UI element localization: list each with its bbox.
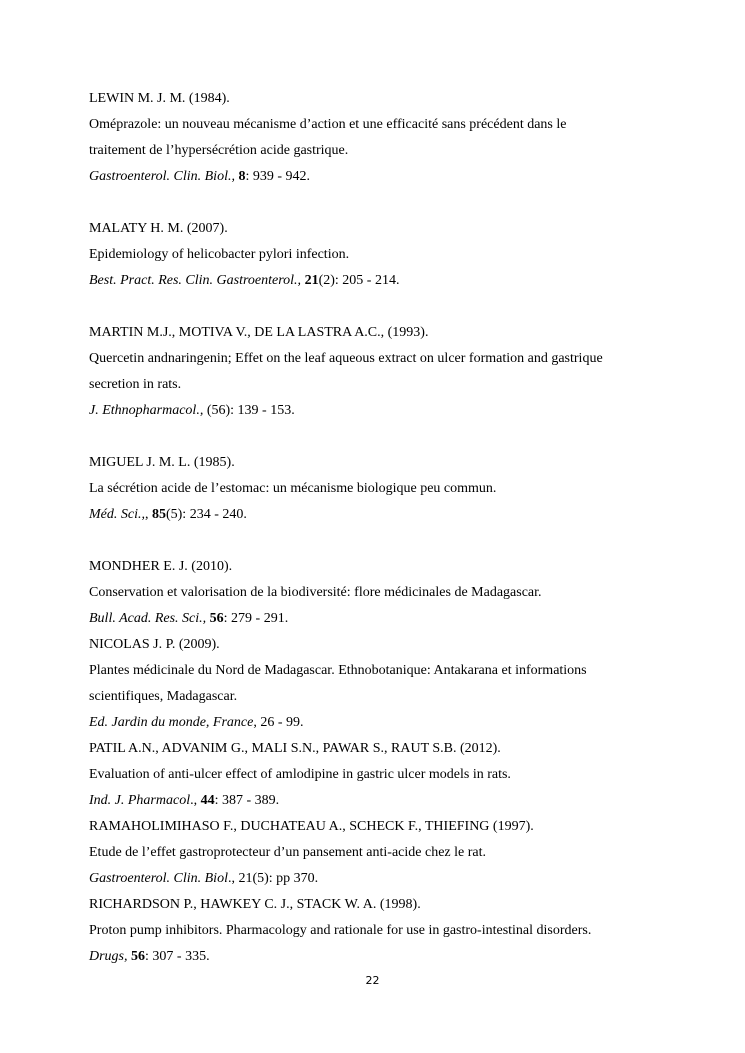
reference-source: Méd. Sci.,, 85(5): 234 - 240. (89, 507, 247, 522)
journal-details: (2): 205 - 214. (318, 273, 400, 288)
reference-entry (89, 814, 669, 892)
journal-volume: 56 (209, 611, 224, 626)
reference-entry (89, 86, 669, 190)
reference-entry (89, 554, 669, 632)
reference-title: secretion in rats. (89, 377, 182, 392)
reference-author: MALATY H. M. (2007). (89, 221, 228, 236)
reference-title: Quercetin andnaringenin; Effet on the leaf aqueous extract on ulcer formation and gastrique (89, 351, 603, 366)
reference-source: Ind. J. Pharmacol., 44: 387 - 389. (89, 793, 280, 808)
journal-details: , 26 - 99. (253, 715, 304, 730)
journal-name: Méd. Sci., (89, 507, 145, 522)
reference-title: Conservation et valorisation de la biodiversité: flore médicinales de Madagascar. (89, 585, 542, 600)
reference-entry (89, 632, 669, 736)
reference-source (89, 710, 669, 736)
reference-source (89, 164, 669, 190)
journal-name: Best. Pract. Res. Clin. Gastroenterol., (89, 273, 302, 288)
journal-details: ., 21(5): pp 370. (227, 871, 319, 886)
reference-title: Proton pump inhibitors. Pharmacology and rationale for use in gastro-intestinal disorders. (89, 923, 592, 938)
journal-name: Gastroenterol. Clin. Biol (89, 871, 228, 886)
reference-author: RICHARDSON P., HAWKEY C. J., STACK W. A. (1998). (89, 897, 421, 912)
journal-name: Drugs, (89, 949, 128, 964)
reference-source (89, 866, 669, 892)
reference-title: Epidemiology of helicobacter pylori infection. (89, 247, 350, 262)
journal-volume: 85 (151, 507, 166, 522)
journal-details: : 279 - 291. (223, 611, 289, 626)
reference-author: LEWIN M. J. M. (1984). (89, 91, 230, 106)
journal-details: : 939 - 942. (245, 169, 311, 184)
journal-volume: 8 (238, 169, 246, 184)
reference-entry (89, 450, 669, 528)
journal-name: J. Ethnopharmacol., (89, 403, 204, 418)
journal-volume: 21 (304, 273, 319, 288)
journal-name: Gastroenterol. Clin. Biol., (89, 169, 235, 184)
reference-title: Plantes médicinale du Nord de Madagascar. Ethnobotanique: Antakarana et informations (89, 663, 587, 678)
journal-name: Ind. J. Pharmacol (89, 793, 191, 808)
journal-name: Ed. Jardin du monde, France (89, 715, 254, 730)
reference-author: PATIL A.N., ADVANIM G., MALI S.N., PAWAR S., RAUT S.B. (2012). (89, 741, 501, 756)
reference-source (89, 606, 669, 632)
reference-author: MIGUEL J. M. L. (1985). (89, 455, 235, 470)
reference-title: Evaluation of anti-ulcer effect of amlodipine in gastric ulcer models in rats. (89, 767, 511, 782)
journal-details: : 307 - 335. (145, 949, 210, 964)
journal-name: Bull. Acad. Res. Sci., (89, 611, 207, 626)
journal-details: (5): 234 - 240. (165, 507, 247, 522)
reference-source (89, 268, 669, 294)
journal-volume: 44 (200, 793, 215, 808)
reference-source (89, 944, 669, 970)
reference-author: MONDHER E. J. (2010). (89, 559, 233, 574)
reference-entry (89, 216, 669, 294)
page-number: 22 (365, 974, 380, 987)
reference-title: scientifiques, Madagascar. (89, 689, 238, 704)
journal-details: : 387 - 389. (214, 793, 280, 808)
reference-entry (89, 736, 669, 814)
reference-entry (89, 320, 669, 424)
reference-author: MARTIN M.J., MOTIVA V., DE LA LASTRA A.C., (1993). (89, 325, 429, 340)
journal-volume: 56 (131, 949, 146, 964)
journal-details: (56): 139 - 153. (206, 403, 295, 418)
reference-title: traitement de l’hypersécrétion acide gastrique. (89, 143, 349, 158)
reference-title: La sécrétion acide de l’estomac: un mécanisme biologique peu commun. (89, 481, 497, 496)
reference-entry (89, 892, 669, 970)
reference-title: Oméprazole: un nouveau mécanisme d’action et une efficacité sans précédent dans le (89, 117, 567, 132)
reference-source (89, 398, 669, 424)
reference-author: NICOLAS J. P. (2009). (89, 637, 220, 652)
reference-author: RAMAHOLIMIHASO F., DUCHATEAU A., SCHECK F., THIEFING (1997). (89, 819, 534, 834)
reference-list (89, 86, 669, 970)
reference-title: Etude de l’effet gastroprotecteur d’un pansement anti-acide chez le rat. (89, 845, 486, 860)
